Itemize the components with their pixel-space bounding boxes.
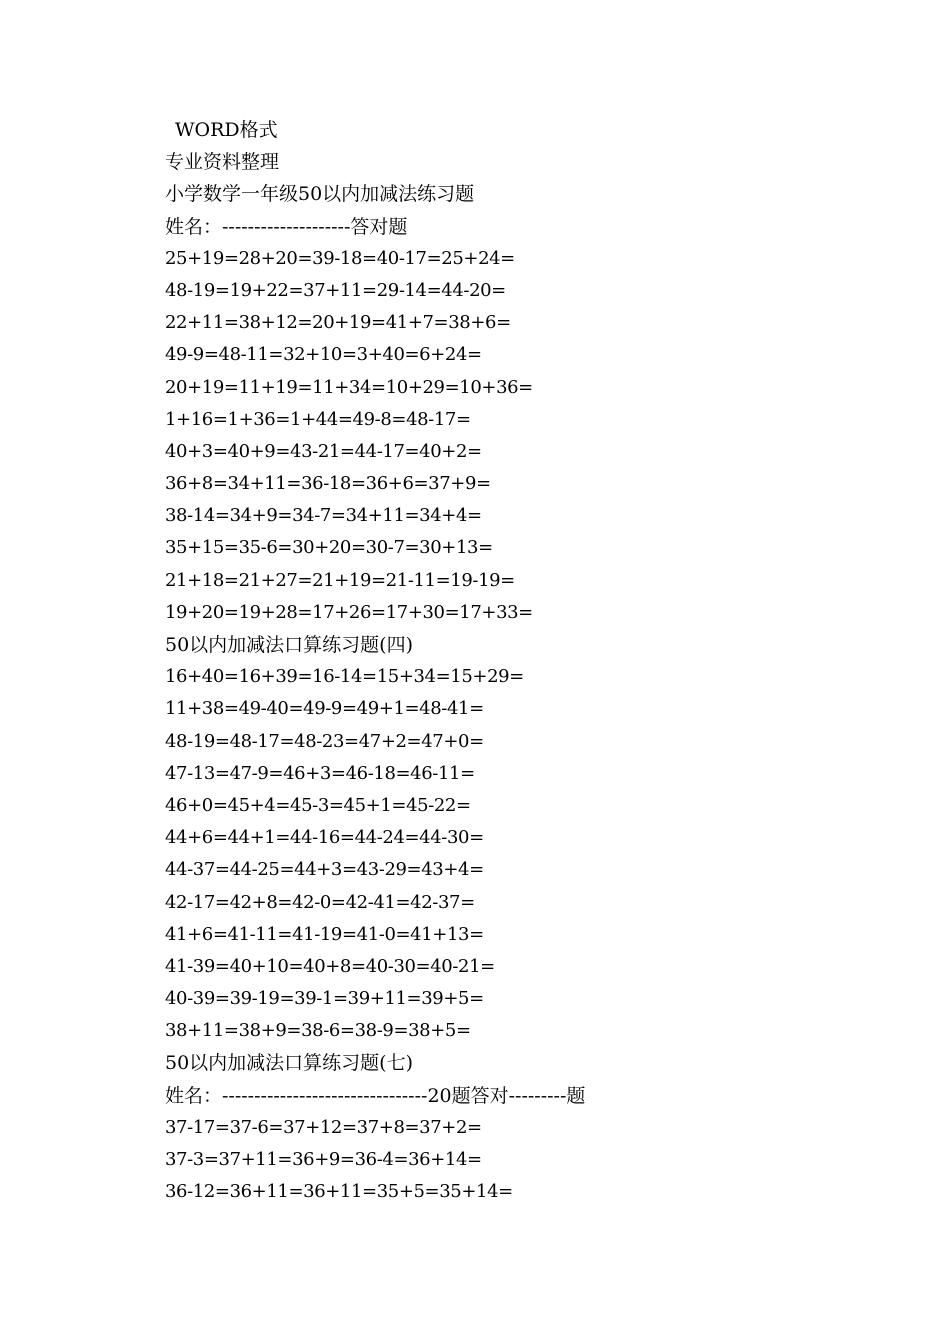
exercise-row: 48-19=48-17=48-23=47+2=47+0= xyxy=(165,730,484,752)
exercise-row: 41-39=40+10=40+8=40-30=40-21= xyxy=(165,955,495,977)
exercise-row: 37-17=37-6=37+12=37+8=37+2= xyxy=(165,1116,482,1138)
exercise-row: 21+18=21+27=21+19=21-11=19-19= xyxy=(165,569,515,591)
section-title-7: 50以内加减法口算练习题(七) xyxy=(165,1052,414,1075)
exercise-row: 48-19=19+22=37+11=29-14=44-20= xyxy=(165,279,506,301)
exercise-row: 19+20=19+28=17+26=17+30=17+33= xyxy=(165,601,533,623)
exercise-row: 49-9=48-11=32+10=3+40=6+24= xyxy=(165,344,482,366)
exercise-row: 22+11=38+12=20+19=41+7=38+6= xyxy=(165,312,511,334)
exercise-row: 37-3=37+11=36+9=36-4=36+14= xyxy=(165,1149,482,1170)
exercise-row: 38+11=38+9=38-6=38-9=38+5= xyxy=(165,1020,471,1042)
exercise-row: 46+0=45+4=45-3=45+1=45-22= xyxy=(165,794,471,816)
exercise-row: 40-39=39-19=39-1=39+11=39+5= xyxy=(165,988,484,1010)
worksheet-title: 小学数学一年级50以内加减法练习题 xyxy=(165,183,475,206)
exercise-row: 38-14=34+9=34-7=34+11=34+4= xyxy=(165,505,482,527)
exercise-row: 35+15=35-6=30+20=30-7=30+13= xyxy=(165,537,493,559)
exercise-row: 36-12=36+11=36+11=35+5=35+14= xyxy=(165,1181,513,1203)
name-line: 姓名：--------------------答对题 xyxy=(165,215,408,238)
section-title-4: 50以内加减法口算练习题(四) xyxy=(165,634,414,656)
subtitle: 专业资料整理 xyxy=(165,151,280,174)
exercise-row: 25+19=28+20=39-18=40-17=25+24= xyxy=(165,247,515,269)
exercise-row: 11+38=49-40=49-9=49+1=48-41= xyxy=(165,698,484,720)
exercise-row: 36+8=34+11=36-18=36+6=37+9= xyxy=(165,473,491,495)
exercise-row: 20+19=11+19=11+34=10+29=10+36= xyxy=(165,376,533,398)
exercise-row: 41+6=41-11=41-19=41-0=41+13= xyxy=(165,923,484,945)
exercise-row: 16+40=16+39=16-14=15+34=15+29= xyxy=(165,666,524,688)
exercise-row: 40+3=40+9=43-21=44-17=40+2= xyxy=(165,440,482,462)
exercise-row: 42-17=42+8=42-0=42-41=42-37= xyxy=(165,891,475,913)
exercise-row: 44-37=44-25=44+3=43-29=43+4= xyxy=(165,859,484,881)
document-body xyxy=(165,114,885,1208)
format-label: WORD格式 xyxy=(175,119,278,141)
exercise-row: 47-13=47-9=46+3=46-18=46-11= xyxy=(165,762,475,784)
exercise-row: 44+6=44+1=44-16=44-24=44-30= xyxy=(165,827,484,849)
exercise-row: 1+16=1+36=1+44=49-8=48-17= xyxy=(165,408,471,430)
name-line-2: 姓名：--------------------------------20题答对---------题 xyxy=(165,1084,586,1107)
